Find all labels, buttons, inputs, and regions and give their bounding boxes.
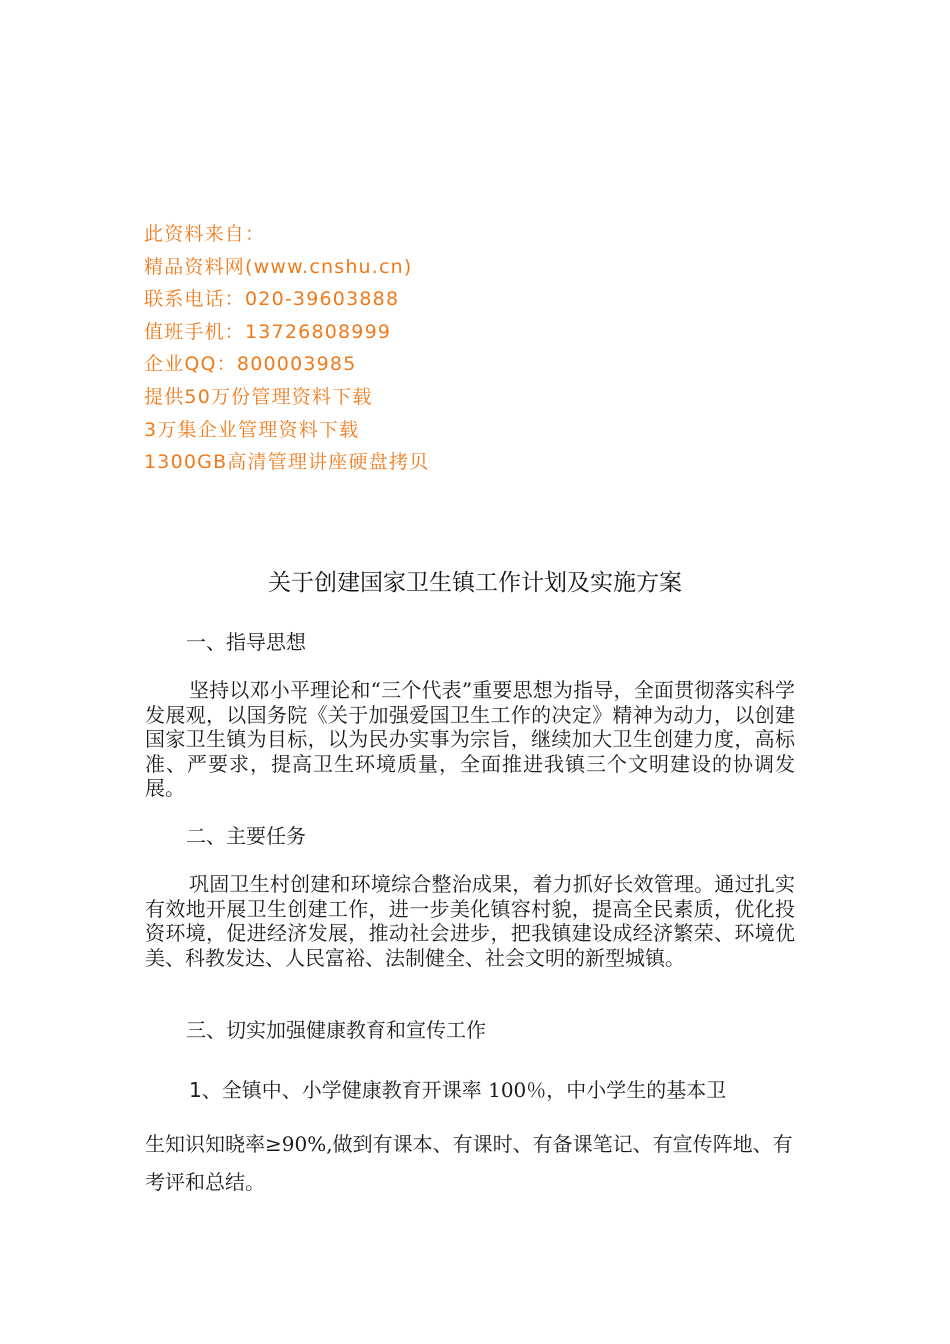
list-item-1-first-line	[145, 1076, 810, 1104]
source-line-qq: 企业QQ：800003985	[144, 353, 357, 376]
list-item-1-first-text: 、全镇中、小学健康教育开课率 100％，中小学生的基本卫	[201, 1078, 727, 1102]
list-item-1-number: 1	[189, 1078, 202, 1102]
section-heading-guiding-ideology: 一、指导思想	[186, 630, 306, 654]
list-item-1	[145, 1076, 810, 1201]
section-heading-health-education: 三、切实加强健康教育和宣传工作	[186, 1018, 486, 1042]
section-heading-main-tasks: 二、主要任务	[186, 824, 306, 848]
source-line-offer-3: 1300GB高清管理讲座硬盘拷贝	[144, 451, 430, 474]
paragraph-guiding-ideology: 坚持以邓小平理论和“三个代表”重要思想为指导，全面贯彻落实科学发展观，以国务院《关于加强爱国卫生工作的决定》精神为动力，以创建国家卫生镇为目标，以为民办实事为宗旨，继续加大卫生创建力度，高标准、严要求，提高卫生环境质量，全面推进我镇三个文明建设的协调发展。	[145, 678, 795, 800]
list-item-1-continuation: 生知识知晓率≥90%,做到有课本、有课时、有备课笔记、有宣传阵地、有考评和总结。	[145, 1132, 793, 1194]
source-line-website: 精品资料网(www.cnshu.cn)	[144, 255, 413, 278]
paragraph-main-tasks: 巩固卫生村创建和环境综合整治成果，着力抓好长效管理。通过扎实有效地开展卫生创建工作，进一步美化镇容村貌，提高全民素质，优化投资环境，促进经济发展，推动社会进步，把我镇建设成经济繁荣、环境优美、科教发达、人民富裕、法制健全、社会文明的新型城镇。	[145, 872, 795, 970]
source-line-phone: 联系电话：020-39603888	[144, 288, 400, 311]
source-line-mobile: 值班手机：13726808999	[144, 320, 392, 343]
document-title: 关于创建国家卫生镇工作计划及实施方案	[268, 570, 682, 596]
source-line-offer-2: 3万集企业管理资料下载	[144, 418, 360, 441]
source-line-from: 此资料来自：	[144, 223, 266, 245]
source-line-offer-1: 提供50万份管理资料下载	[144, 385, 373, 408]
source-info-block	[144, 218, 784, 479]
